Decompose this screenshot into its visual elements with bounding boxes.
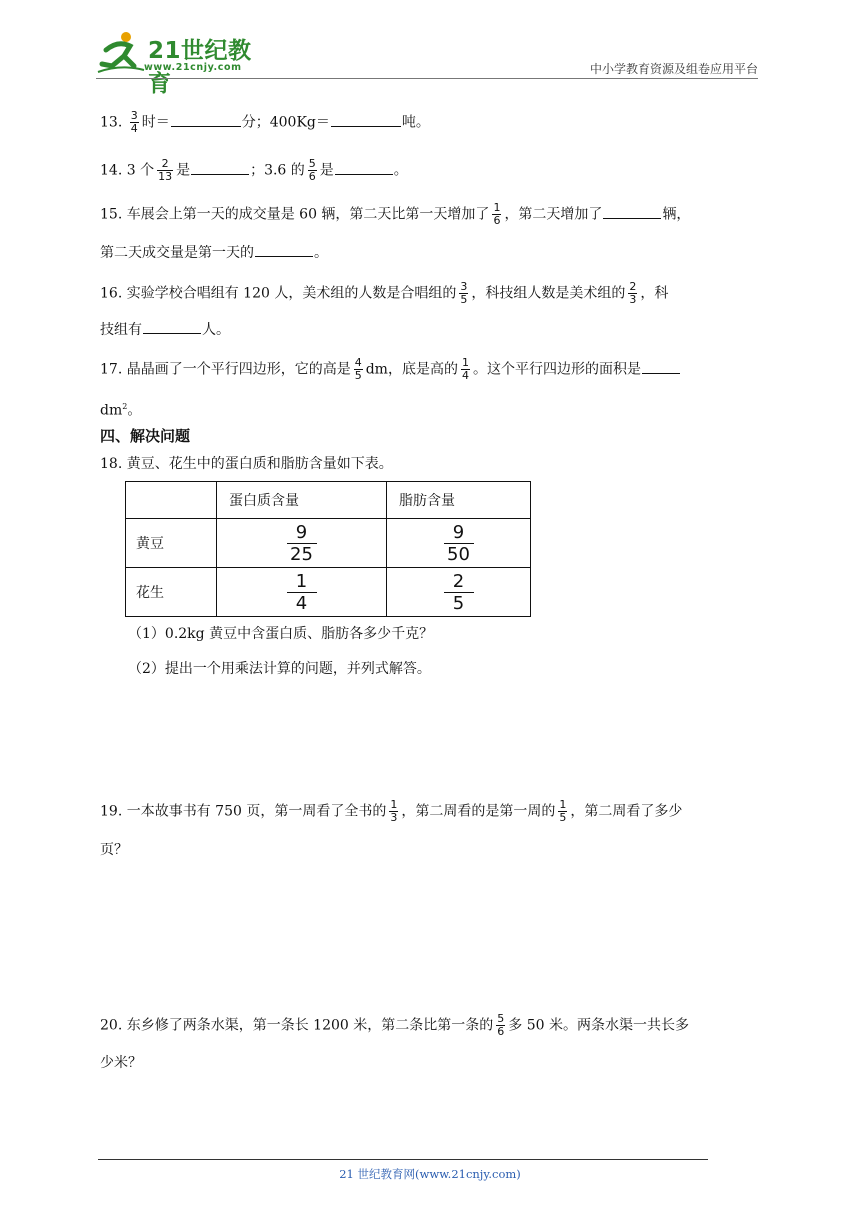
answer-blank[interactable] <box>603 204 661 219</box>
table-cell: 9 50 <box>387 519 531 568</box>
answer-blank[interactable] <box>335 160 393 175</box>
fraction: $\frac{2}{13}$ <box>158 157 173 183</box>
question-16: 16. 实验学校合唱组有 120 人，美术组的人数是合唱组的 $\frac{3}{5}$ ，科技组人数是美术组的 $\frac{2}{3}$ ，科 <box>100 280 669 306</box>
question-17: 17. 晶晶画了一个平行四边形，它的高是 $\frac{4}{5}$ dm，底是高的 $\frac{1}{4}$ 。这个平行四边形的面积是 <box>100 357 762 382</box>
question-18: 18. 黄豆、花生中的蛋白质和脂肪含量如下表。 <box>100 456 393 472</box>
table-header-row <box>126 482 531 519</box>
question-17-line-2: $dm^2$。 <box>100 402 142 419</box>
fraction: $\frac{1}{5}$ <box>559 798 567 824</box>
table-cell: 花生 <box>126 568 217 617</box>
running-man-icon <box>96 30 146 74</box>
fraction: $\frac{5}{6}$ <box>308 157 316 183</box>
sub-question-1: （1）0.2kg 黄豆中含蛋白质、脂肪各多少千克？ <box>128 626 434 642</box>
header-platform-text: 中小学教育资源及组卷应用平台 <box>589 62 758 76</box>
table-cell: 黄豆 <box>126 519 217 568</box>
table-header-cell: 脂肪含量 <box>387 482 531 519</box>
logo-text: 21世纪教育 <box>148 38 252 97</box>
fraction: $\frac{2}{3}$ <box>629 280 637 306</box>
sub-question-2: （2）提出一个用乘法计算的问题，并列式解答。 <box>128 661 431 677</box>
logo-url: www.21cnjy.com <box>144 62 242 73</box>
question-19-line-2: 页？ <box>100 842 128 858</box>
page-header <box>96 30 758 97</box>
footer-text: 21 世纪教育网(www.21cnjy.com) <box>339 1167 521 1181</box>
answer-blank[interactable] <box>171 112 241 127</box>
table-header-cell <box>126 482 217 519</box>
table-cell: 2 5 <box>387 568 531 617</box>
question-20-line-2: 少米？ <box>100 1055 142 1071</box>
question-19: 19. 一本故事书有 750 页，第一周看了全书的 $\frac{1}{3}$ ，第二周看的是第一周的 $\frac{1}{5}$ ，第二周看了多少 <box>100 798 683 824</box>
question-13: 13. $\frac{3}{4}$ 时＝ 分；400Kg＝ 吨。 <box>100 109 430 135</box>
question-15: 15. 车展会上第一天的成交量是 60 辆，第二天比第一天增加了 $\frac{1}{6}$ ，第二天增加了 辆， <box>100 201 691 227</box>
question-16-line-2: 技组有 人。 <box>100 319 762 340</box>
table-cell: 9 25 <box>217 519 387 568</box>
table-row <box>126 568 531 617</box>
question-20: 20. 东乡修了两条水渠，第一条长 1200 米，第二条比第一条的 $\frac{5}{6}$ 多 50 米。两条水渠一共长多 <box>100 1012 689 1038</box>
fraction: $\frac{3}{5}$ <box>460 280 468 306</box>
answer-blank[interactable] <box>255 242 313 257</box>
fraction: $\frac{4}{5}$ <box>354 356 362 382</box>
header-divider <box>96 78 758 79</box>
nutrition-table <box>125 481 531 617</box>
answer-blank[interactable] <box>331 112 401 127</box>
fraction: $\frac{1}{6}$ <box>493 201 501 227</box>
answer-blank[interactable] <box>191 160 249 175</box>
table-cell: 1 4 <box>217 568 387 617</box>
table-row <box>126 519 531 568</box>
answer-blank[interactable] <box>642 359 680 374</box>
question-15-line-2: 第二天成交量是第一天的 。 <box>100 242 762 263</box>
fraction: $\frac{1}{3}$ <box>390 798 398 824</box>
question-14: 14. 3 个 $\frac{2}{13}$ 是 ；3.6 的 $\frac{5}{6}$ 是 。 <box>100 157 408 183</box>
fraction: $\frac{5}{6}$ <box>497 1012 505 1038</box>
table-header-cell: 蛋白质含量 <box>217 482 387 519</box>
answer-blank[interactable] <box>143 319 201 334</box>
fraction: $\frac{1}{4}$ <box>461 356 469 382</box>
logo <box>96 30 266 97</box>
section-title: 四、解决问题 <box>100 427 191 445</box>
fraction: $\frac{3}{4}$ <box>130 109 138 135</box>
footer-divider <box>98 1159 708 1160</box>
